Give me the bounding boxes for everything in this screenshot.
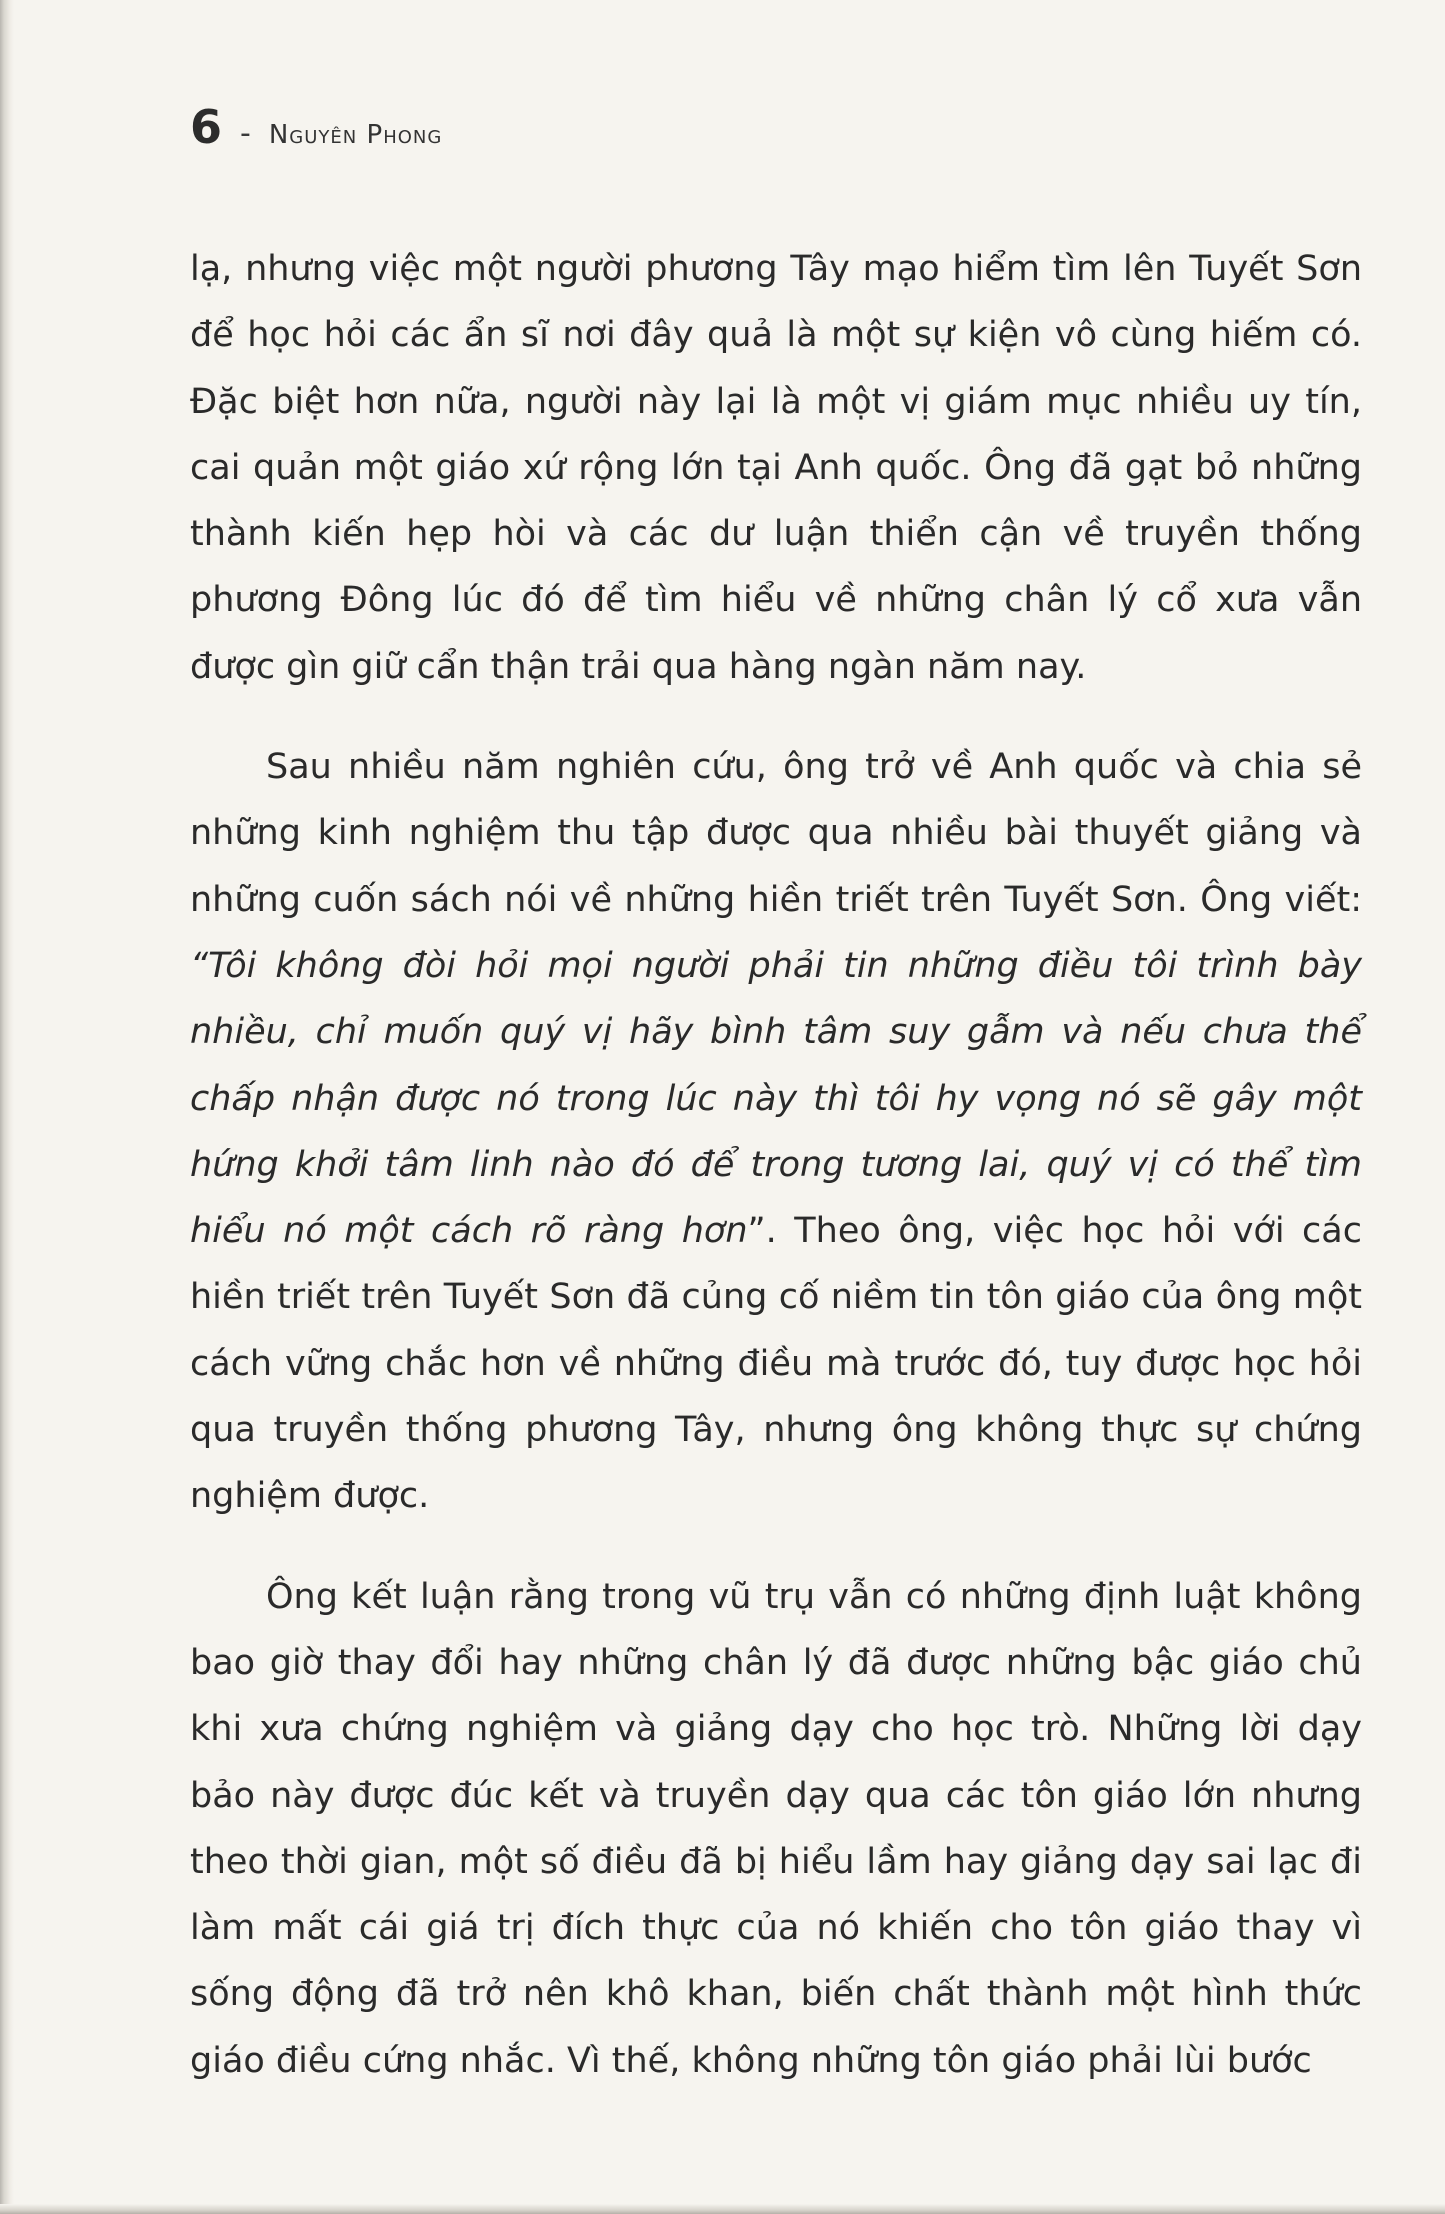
paragraph-1: lạ, nhưng việc một người phương Tây mạo hiểm tìm lên Tuyết Sơn để học hỏi các ẩn sĩ nơi đây quả là một sự kiện vô cùng hiếm có. Đặc biệt hơn nữa, người này lại là một vị giám mục nhiều uy tín, cai quản một giáo xứ rộng lớn tại Anh quốc. Ông đã gạt bỏ những thành kiến hẹp hòi và các dư luận thiển cận về truyền thống phương Đông lúc đó để tìm hiểu về những chân lý cổ xưa vẫn được gìn giữ cẩn thận trải qua hàng ngàn năm nay.	[190, 249, 1362, 687]
page-bottom-edge	[0, 2204, 1445, 2214]
paragraph-3: Ông kết luận rằng trong vũ trụ vẫn có những định luật không bao giờ thay đổi hay những chân lý đã được những bậc giáo chủ khi xưa chứng nghiệm và giảng dạy cho học trò. Những lời dạy bảo này được đúc kết và truyền dạy qua các tôn giáo lớn nhưng theo thời gian, một số điều đã bị hiểu lầm hay giảng dạy sai lạc đi làm mất cái giá trị đích thực của nó khiến cho tôn giáo thay vì sống động đã trở nên khô khan, biến chất thành một hình thức giáo điều cứng nhắc. Vì thế, không những tôn giáo phải lùi bước	[190, 1576, 1362, 2081]
running-head-author: Nguyên Phong	[268, 120, 443, 150]
page-number: 6	[190, 100, 223, 154]
paragraph-2	[190, 734, 1362, 1530]
page-body	[190, 236, 1362, 2094]
paragraph-2-quote: “Tôi không đòi hỏi mọi người phải tin những điều tôi trình bày nhiều, chỉ muốn quý vị hãy bình tâm suy gẫm và nếu chưa thể chấp nhận được nó trong lúc này thì tôi hy vọng nó sẽ gây một hứng khởi tâm linh nào đó để trong tương lai, quý vị có thể tìm hiểu nó một cách rõ ràng hơn	[190, 945, 1362, 1252]
header-separator: -	[240, 116, 251, 151]
paragraph-2-intro: Sau nhiều năm nghiên cứu, ông trở về Anh quốc và chia sẻ những kinh nghiệm thu tập được qua nhiều bài thuyết giảng và những cuốn sách nói về những hiền triết trên Tuyết Sơn. Ông viết:	[190, 747, 1362, 920]
paragraph-2-rest: ”. Theo ông, việc học hỏi với các hiền triết trên Tuyết Sơn đã củng cố niềm tin tôn giáo của ông một cách vững chắc hơn về những điều mà trước đó, tuy được học hỏi qua truyền thống phương Tây, nhưng ông không thực sự chứng nghiệm được.	[190, 1211, 1362, 1517]
page-binding-edge	[0, 0, 14, 2214]
page-header	[190, 100, 442, 160]
